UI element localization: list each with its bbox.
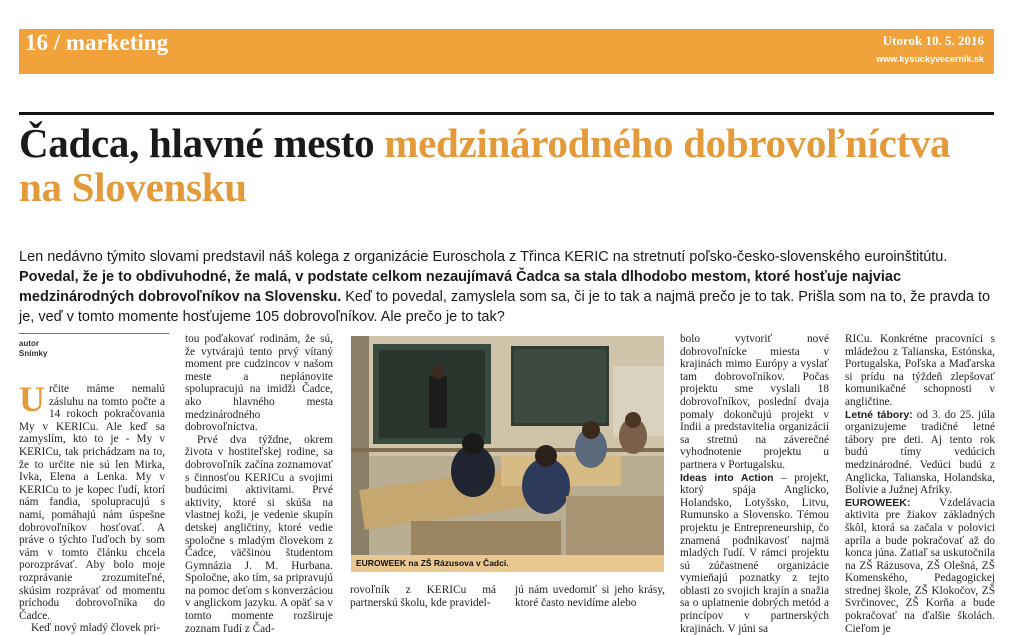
col4-paragraph-1: RICu. Konkrétne pracovníci s mládežou z Talianska, Estónska, Portugalska, Poľska a Maďarska si prídu na týždeň zlepšovať komunikačné schopnosti v angličtine. bbox=[845, 333, 995, 408]
classroom-photo-image bbox=[351, 336, 664, 572]
article-column-1 bbox=[19, 379, 165, 635]
col1-paragraph-2: Keď nový mladý človek pri- bbox=[31, 622, 161, 635]
article-lead bbox=[19, 247, 999, 327]
col5a-text: rovoľník z KERICu má partnerskú školu, kde pravidel- bbox=[350, 584, 496, 609]
col4-subhead-2: EUROWEEK: bbox=[845, 496, 911, 509]
article-column-below-photo-right bbox=[515, 584, 665, 609]
article-column-3 bbox=[680, 333, 829, 635]
article-column-below-photo-left bbox=[350, 584, 496, 609]
drop-cap: U bbox=[19, 379, 45, 419]
col5b-text: jú nám uvedomiť si jeho krásy, ktoré často nevidíme alebo bbox=[515, 584, 665, 609]
title-part-accent: medzinárodného dobrovoľníctva na Slovensku bbox=[19, 120, 951, 210]
col4-paragraph-3: Vzdelávacia aktivita pre žiakov základných škôl, ktorá sa začala v polovici apríla a bude pokračovať až do konca júna. Zatiaľ sa uskutočnila na ZŠ Rázusova, ZŠ Olešná, ZŠ Komenského, Pedagogickej strednej škole, ZŠ Klokočov, ZŠ Svrčinovec, ZŠ Korňa a bude pokračovať na ďalšie školách. Cieľom je bbox=[845, 496, 995, 635]
byline bbox=[19, 339, 47, 359]
lead-text-2: Keď to povedal, zamyslela som sa, či je to tak a najmä prečo je to tak. Prišla som na to, že pravda to je, veď v tomto momente hosťujeme 105 dobrovoľníkov. Ale prečo je to tak? bbox=[19, 289, 991, 325]
issue-date: Utorok 10. 5. 2016 bbox=[882, 33, 984, 48]
title-part-dark: Čadca, hlavné mesto bbox=[19, 120, 385, 166]
title-rule bbox=[19, 112, 994, 115]
article-title bbox=[19, 121, 994, 209]
photos-label: Snímky bbox=[19, 349, 48, 358]
col3-paragraph-1: bolo vytvoriť nové dobrovoľnícke miesta v krajinách mimo Európy a vyslať tam dobrovoľníkov. Počas projektu sme vyslali 18 dobrovoľníkov, poslední dvaja pomaly dokončujú projekt v Indii a predstavitelia organizácií sa stretnú na záverečné vyhodnotenie projektu u partnera v Portugalsku. bbox=[680, 333, 829, 471]
col3-paragraph-2: – projekt, ktorý spája Anglicko, Holandsko, Lotyšsko, Litvu, Rumunsko a Slovensko. Témou projektu je Entrepreneurship, čo znamená podnikavosť najmä mladých ľudí. V rámci projektu sú zúčastnené organizácie vymieňajú poznatky z tejto oblasti zo svojich krajín a snažia sa o uplatnenie dobrých metód a princípov v partnerských krajinách. V júni sa bbox=[680, 471, 830, 635]
page-header bbox=[19, 29, 994, 74]
lead-text-1: Len nedávno týmito slovami predstavil náš kolega z organizácie Euroschola z Třinca KERIC na stretnutí poľsko-česko-slovenského euroinštitútu. bbox=[19, 249, 948, 265]
col1-paragraph-1: rčite máme nemalú zásluhu na tomto počte a 14 rokoch pokračovania My v KERICu. Ale keď sa zamyslím, kto to je - My v KERICu, tak prichádzam na to, že to určite nie sú len Mirka, Ivka, Elena a Lenka. My v KERICu to je kopec ľudí, ktorí nám fandia, spolupracujú s nami, pomáhajú nám úspešne dobrovoľníkov hosťovať. A práve o týchto ľuďoch by som vám v tomto článku chcela porozprávať. Aby bolo moje rozprávanie zrozumiteľné, skúsim rozprávať od momentu príchodu dobrovoľníka do Čadce. bbox=[19, 383, 165, 622]
article-photo bbox=[351, 336, 664, 572]
lead-bold: Povedal, že je to obdivuhodné, že malá, v podstate celkom nezaujímavá Čadca sa stala dlhodobo mestom, ktoré hosťuje najviac medzinárodných dobrovoľníkov na Slovensku. bbox=[19, 269, 902, 305]
website-link[interactable]: www.kysuckyvecernik.sk bbox=[876, 54, 984, 64]
byline-rule bbox=[19, 333, 169, 334]
article-column-4 bbox=[845, 333, 995, 635]
col4-subhead-1: Letné tábory: bbox=[845, 408, 913, 421]
col2-paragraph-2: Prvé dva týždne, okrem života v hostiteľskej rodine, sa dobrovoľník začína zoznamovať s činnosťou KERICu a svojimi budúcimi aktivitami. Prvé aktivity, ktoré si skúša na vlastnej koži, je vedenie skupín detskej angličtiny, ktoré vedie spoločne s mladým človekom z Čadce, väčšinou študentom Gymnázia J. M. Hurbana. Spoločne, ako tím, sa pripravujú na pomoc deťom s konverzáciou v anglickom jazyku. A opäť sa v tomto momente rozširuje zoznam ľudí z Čad- bbox=[185, 433, 333, 635]
col2-paragraph-1: tou poďakovať rodinám, že sú, že vytvárajú tento prvý vítaný moment pre cudzincov v našom meste a neplánovite spolupracujú na imidži Čadce, ako hlavného mesta medzinárodného dobrovoľníctva. bbox=[185, 333, 333, 434]
col4-paragraph-2: od 3. do 25. júla organizujeme tradičné letné tábory pre deti. Aj tento rok budú tímy vedúcich medzinárodné. Vedúci budú z Anglicka, Talianska, Holandska, Bolívie a Južnej Afriky. bbox=[845, 408, 995, 497]
photo-caption: EUROWEEK na ZŠ Rázusova v Čadci. bbox=[351, 555, 664, 572]
col3-subhead: Ideas into Action bbox=[680, 471, 774, 484]
author-label: autor bbox=[19, 339, 39, 348]
article-column-2 bbox=[185, 333, 333, 635]
page-section-label: 16 / marketing bbox=[25, 30, 169, 55]
